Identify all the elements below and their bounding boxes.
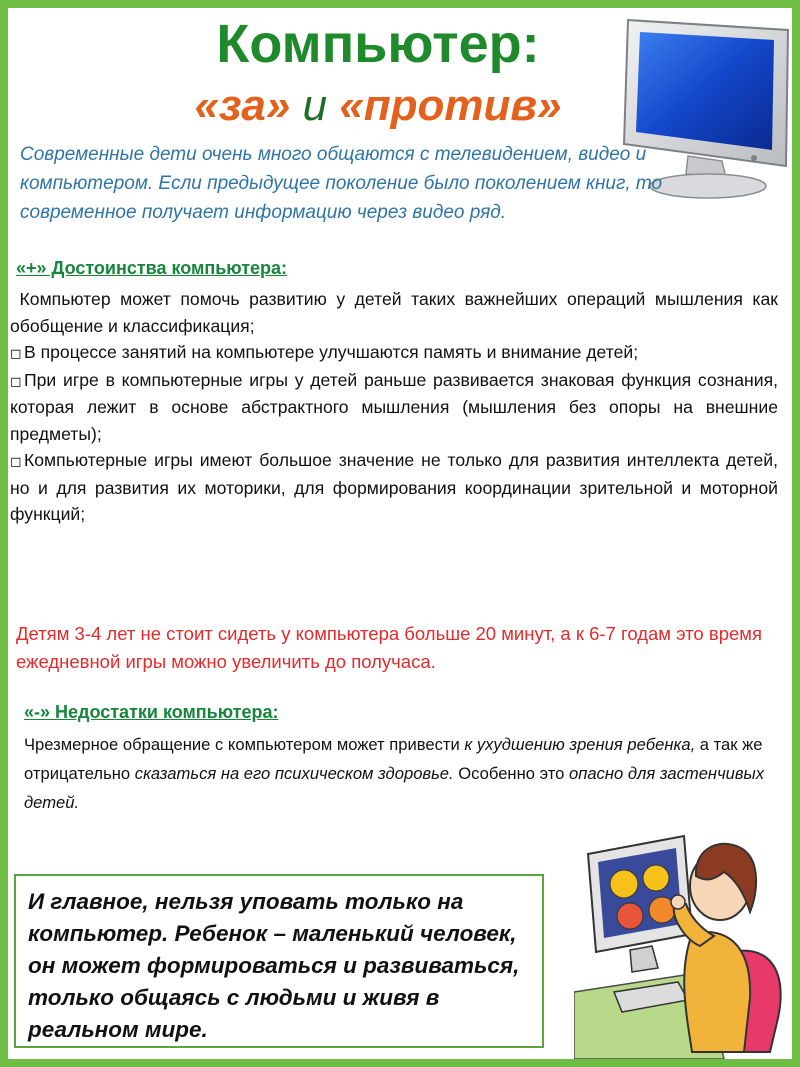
pros-item-text: Компьютерные игры имеют большое значение не только для развития интеллекта детей, но и для развития их моторики, для формирования координации зрительной и моторной функций; [10,450,778,524]
pros-item-text: При игре в компьютерные игры у детей раньше развивается знаковая функция сознания, которая лежит в основе абстрактного мышления (мышления без опоры на внешние предметы); [10,369,778,444]
bullet-icon: ◻ [10,345,22,361]
cons-text-emphasis: опасно для застенчивых детей. [24,764,765,812]
age-warning-text: Детям 3-4 лет не стоит сидеть у компьютера больше 20 минут, а к 6-7 годам это время ежедневной игры можно увеличить до получаса. [16,623,763,672]
subtitle-con: «против» [339,81,562,130]
cons-heading: «-» Недостатки компьютера: [24,702,279,722]
list-item [10,447,778,528]
list-item [10,339,778,367]
bullet-icon: ◻ [10,453,22,469]
poster-page [8,8,792,1059]
cons-text-part: Особенно это [453,764,569,783]
pros-item-text: Компьютер может помочь развитию у детей таких важнейших операций мышления как обобщение и классификация; [10,289,778,336]
list-item [10,367,778,448]
cons-text-part: а так же отрицательно [24,735,763,783]
cons-text-part: Чрезмерное обращение с компьютером может привести [24,735,465,754]
conclusion-box: И главное, нельзя уповать только на компьютер. Ребенок – маленький человек, он может формироваться и развиваться, только общаясь с людьми и живя в реальном мире. [14,874,544,1048]
child-at-computer-icon [574,822,792,1059]
pros-heading: «+» Достоинства компьютера: [16,258,288,278]
cons-text-emphasis: сказаться на его психическом здоровье. [134,764,454,783]
pros-item-text: В процессе занятий на компьютере улучшаются память и внимание детей; [24,342,639,362]
subtitle-pro: «за» [194,81,291,130]
bullet-icon: ◻ [10,372,22,389]
cons-text [24,730,776,817]
intro-text: Современные дети очень много общаются с телевидением, видео и компьютером. Если предыдущее поколение было поколением книг, то современное получает информацию через видео ряд. [20,144,663,223]
subtitle-and: и [302,81,328,130]
list-item [10,286,778,339]
pros-list [10,286,778,528]
page-title: Компьютер: [216,14,540,74]
cons-text-emphasis: к ухудшению зрения ребенка, [464,735,696,754]
